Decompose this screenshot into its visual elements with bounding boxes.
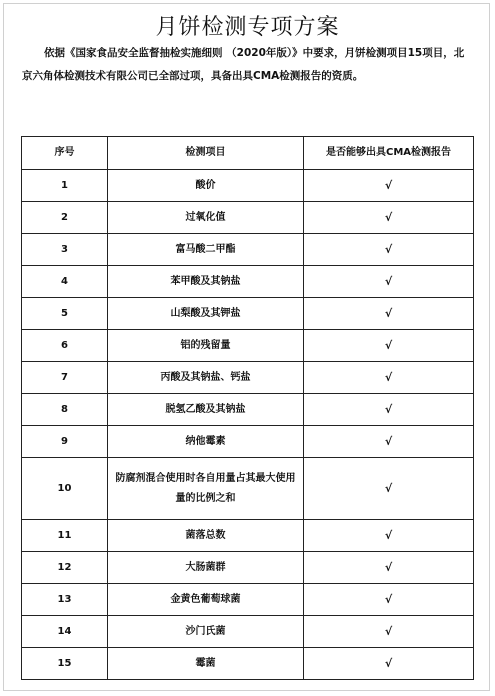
- row-item: 金黄色葡萄球菌: [108, 584, 304, 616]
- table-row: [22, 616, 474, 648]
- row-number: 9: [22, 426, 108, 458]
- row-cma-check: √: [304, 202, 474, 234]
- row-cma-check: √: [304, 394, 474, 426]
- table-row: [22, 234, 474, 266]
- row-cma-check: √: [304, 616, 474, 648]
- row-cma-check: √: [304, 298, 474, 330]
- header-item: 检测项目: [108, 137, 304, 170]
- row-number: 7: [22, 362, 108, 394]
- row-cma-check: √: [304, 458, 474, 520]
- table-row: [22, 426, 474, 458]
- row-item: 防腐剂混合使用时各自用量占其最大使用量的比例之和: [108, 458, 304, 520]
- row-number: 12: [22, 552, 108, 584]
- table-row: [22, 202, 474, 234]
- row-item: 过氧化值: [108, 202, 304, 234]
- row-cma-check: √: [304, 266, 474, 298]
- row-item: 纳他霉素: [108, 426, 304, 458]
- row-cma-check: √: [304, 426, 474, 458]
- row-cma-check: √: [304, 170, 474, 202]
- row-number: 3: [22, 234, 108, 266]
- row-cma-check: √: [304, 552, 474, 584]
- table-row: [22, 170, 474, 202]
- row-number: 2: [22, 202, 108, 234]
- table-row: [22, 584, 474, 616]
- row-item: 沙门氏菌: [108, 616, 304, 648]
- inspection-table: [21, 136, 474, 680]
- row-cma-check: √: [304, 362, 474, 394]
- row-number: 14: [22, 616, 108, 648]
- row-cma-check: √: [304, 520, 474, 552]
- table-header-row: [22, 137, 474, 170]
- table-row: [22, 266, 474, 298]
- row-number: 13: [22, 584, 108, 616]
- row-number: 10: [22, 458, 108, 520]
- table-row: [22, 330, 474, 362]
- row-cma-check: √: [304, 330, 474, 362]
- row-number: 4: [22, 266, 108, 298]
- row-cma-check: √: [304, 234, 474, 266]
- table-row: [22, 648, 474, 680]
- row-item: 山梨酸及其钾盐: [108, 298, 304, 330]
- row-item: 丙酸及其钠盐、钙盐: [108, 362, 304, 394]
- intro-paragraph: 依据《国家食品安全监督抽检实施细则 （2020年版）》中要求，月饼检测项目15项目，北京六角体检测技术有限公司已全部过项，具备出具CMA检测报告的资质。: [22, 47, 465, 82]
- row-number: 1: [22, 170, 108, 202]
- row-item: 大肠菌群: [108, 552, 304, 584]
- row-item: 酸价: [108, 170, 304, 202]
- header-cma: 是否能够出具CMA检测报告: [304, 137, 474, 170]
- table-row: [22, 298, 474, 330]
- row-number: 8: [22, 394, 108, 426]
- row-cma-check: √: [304, 648, 474, 680]
- page-title: 月饼检测专项方案: [155, 15, 340, 40]
- header-number: 序号: [22, 137, 108, 170]
- table-row: [22, 520, 474, 552]
- row-number: 5: [22, 298, 108, 330]
- table-row: [22, 458, 474, 520]
- table-row: [22, 552, 474, 584]
- row-cma-check: √: [304, 584, 474, 616]
- row-item: 脱氢乙酸及其钠盐: [108, 394, 304, 426]
- row-item: 苯甲酸及其钠盐: [108, 266, 304, 298]
- row-number: 11: [22, 520, 108, 552]
- row-number: 15: [22, 648, 108, 680]
- row-item: 铝的残留量: [108, 330, 304, 362]
- table-row: [22, 394, 474, 426]
- row-item: 富马酸二甲酯: [108, 234, 304, 266]
- table-row: [22, 362, 474, 394]
- row-item: 菌落总数: [108, 520, 304, 552]
- row-item: 霉菌: [108, 648, 304, 680]
- row-number: 6: [22, 330, 108, 362]
